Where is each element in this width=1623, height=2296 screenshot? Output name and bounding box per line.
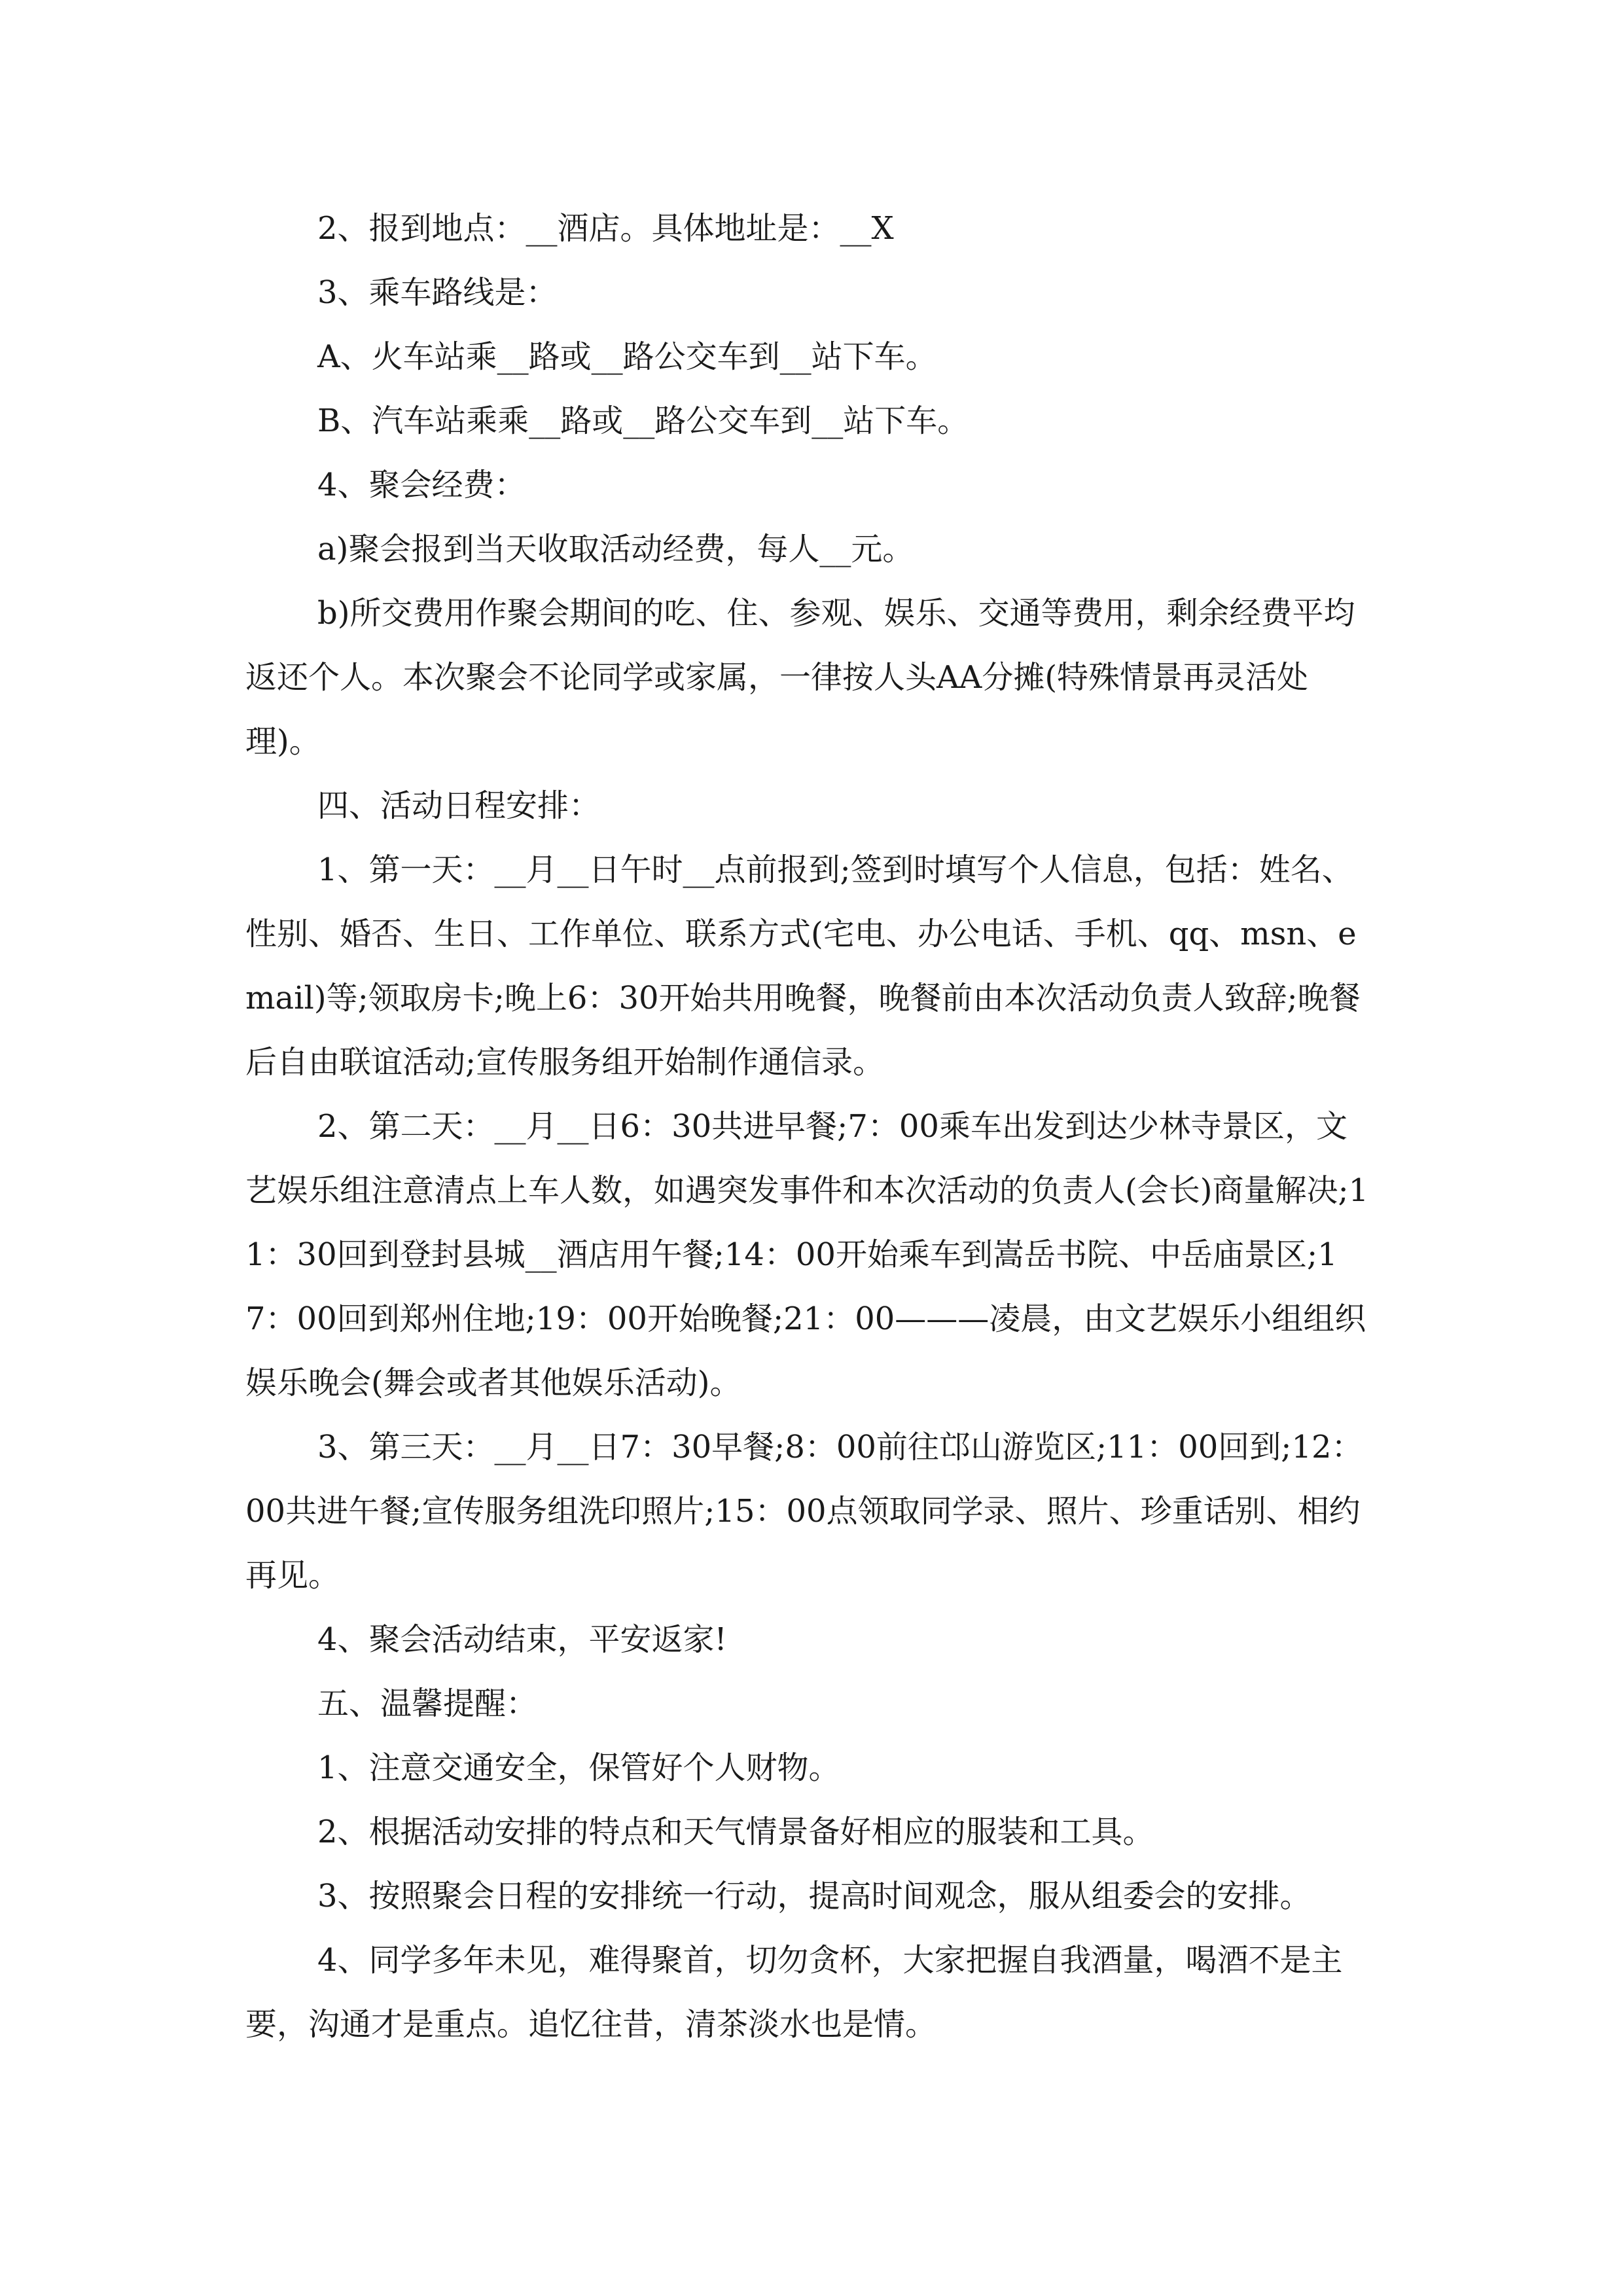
paragraph-day-three: 3、第三天：__月__日7：30早餐;8：00前往邙山游览区;11：00回到;12：00共进午餐;宣传服务组洗印照片;15：00点领取同学录、照片、珍重话别、相约再见。 (245, 1429, 1363, 1594)
paragraph-route-train: A、火车站乘__路或__路公交车到__站下车。 (317, 338, 937, 375)
paragraph-fee-heading: 4、聚会经费： (317, 467, 526, 503)
paragraph-fee-a: a)聚会报到当天收取活动经费，每人__元。 (317, 531, 914, 567)
paragraph-reminder-2: 2、根据活动安排的特点和天气情景备好相应的服装和工具。 (317, 1814, 1154, 1850)
paragraph-reminder-3: 3、按照聚会日程的安排统一行动，提高时间观念，服从组委会的安排。 (317, 1878, 1311, 1914)
paragraph-route-bus: B、汽车站乘乘__路或__路公交车到__站下车。 (317, 403, 969, 439)
paragraph-event-end: 4、聚会活动结束，平安返家! (317, 1621, 727, 1658)
paragraph-route-heading: 3、乘车路线是： (317, 274, 558, 311)
paragraph-fee-b: b)所交费用作聚会期间的吃、住、参观、娱乐、交通等费用，剩余经费平均返还个人。本次聚会不论同学或家属，一律按人头AA分摊(特殊情景再灵活处理)。 (245, 595, 1355, 760)
document-page (245, 196, 1378, 2056)
section-heading-schedule: 四、活动日程安排： (317, 787, 601, 824)
section-heading-reminders: 五、温馨提醒： (317, 1685, 538, 1722)
paragraph-day-one: 1、第一天：__月__日午时__点前报到;签到时填写个人信息，包括：姓名、性别、婚否、生日、工作单位、联系方式(宅电、办公电话、手机、qq、msn、email)等;领取房卡;晚上6：30开始共用晚餐，晚餐前由本次活动负责人致辞;晚餐后自由联谊活动;宣传服务组开始制作通信录。 (245, 852, 1361, 1081)
paragraph-registration-location: 2、报到地点：__酒店。具体地址是：__X (317, 210, 894, 247)
paragraph-day-two: 2、第二天：__月__日6：30共进早餐;7：00乘车出发到达少林寺景区，文艺娱乐组注意清点上车人数，如遇突发事件和本次活动的负责人(会长)商量解决;11：30回到登封县城__酒店用午餐;14：00开始乘车到嵩岳书院、中岳庙景区;17：00回到郑州住地;19：00开始晚餐;21：00———凌晨，由文艺娱乐小组组织娱乐晚会(舞会或者其他娱乐活动)。 (245, 1108, 1369, 1401)
paragraph-reminder-4: 4、同学多年未见，难得聚首，切勿贪杯，大家把握自我酒量，喝酒不是主要，沟通才是重点。追忆往昔，清茶淡水也是情。 (245, 1942, 1343, 2043)
paragraph-reminder-1: 1、注意交通安全，保管好个人财物。 (317, 1749, 840, 1786)
